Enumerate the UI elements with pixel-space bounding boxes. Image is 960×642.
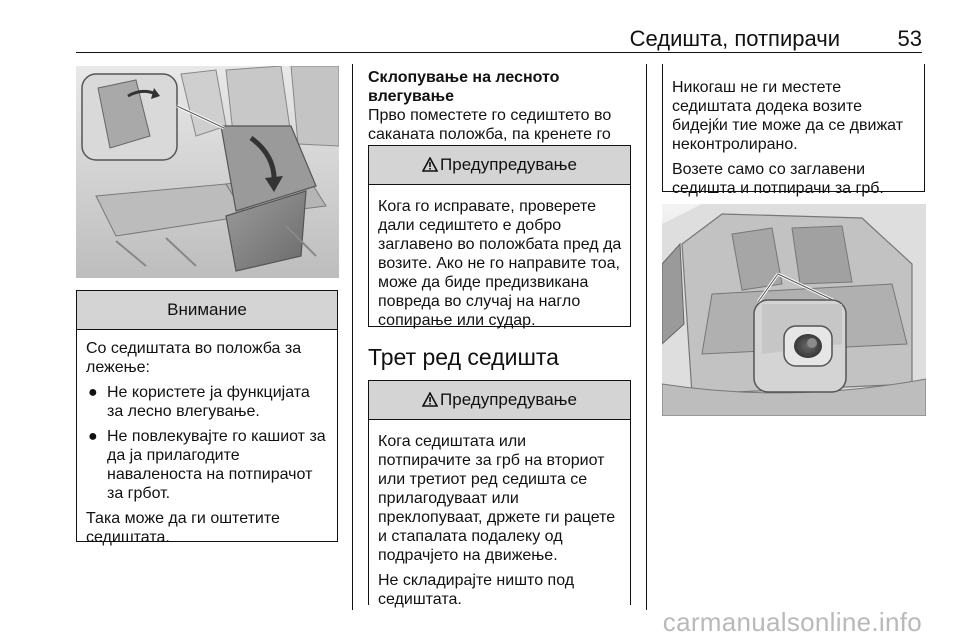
warning-2-para-1: Кога седиштата или потпирачите за грб на вториот или третиот ред седишта се прилагодуваат или преклопуваат, држете ги рацете и стапалата подалеку од подрачјето на движење.: [378, 433, 616, 564]
list-item: ● Не повлекувајте го кашиот за да ја прилагодите наваленоста на потпирачот за грбот.: [88, 428, 326, 502]
warning-heading-1: Предупредување: [369, 146, 630, 185]
warning-box-1: [368, 145, 631, 327]
easy-entry-subheading: Склопување на лесното влегување: [368, 69, 560, 105]
bullet-icon: ●: [88, 384, 98, 401]
warning-1-text: Кога го исправате, проверете дали седиштето е добро заглавено во положбата пред да возите. Ако не го направите тоа, може да биде предизвикана повреда во случај на нагло сопирање или судар.: [378, 198, 622, 329]
page-number: 53: [897, 26, 922, 51]
easy-entry-paragraph: Прво поместете го седиштето во саканата положба, па кренете го: [368, 107, 612, 143]
running-header-title: Седишта, потпирачи: [629, 26, 840, 51]
warning-cont-para-1: Никогаш не ги местете седиштата додека возите бидејќи тие може да се движат неконтролирано.: [672, 79, 904, 153]
watermark: carmanualsonline.info: [662, 607, 922, 637]
warning-triangle-icon: [422, 392, 438, 407]
notice-intro: Со седиштата во положба за лежење:: [86, 340, 302, 376]
column-divider-1: [352, 64, 353, 610]
column-divider-2: [646, 64, 647, 610]
warning-triangle-icon: [422, 157, 438, 172]
list-item: ● Не користете ја функцијата за лесно влегување.: [88, 384, 310, 420]
warning-continuation-box: [662, 64, 925, 197]
seat-easy-entry-illustration: [76, 66, 339, 278]
warning-2-para-2: Не складирајте ништо под седиштата.: [378, 572, 575, 608]
bullet-icon: ●: [88, 428, 98, 445]
notice-bullet-list: [86, 383, 329, 503]
cargo-area-illustration: [662, 204, 926, 416]
section-heading-third-row: Трет ред седишта: [368, 344, 559, 370]
warning-cont-para-2: Возете само со заглавени седишта и потпирачи за грб.: [672, 161, 884, 197]
notice-heading: Внимание: [77, 291, 337, 330]
warning-box-2: [368, 380, 631, 608]
header-rule: [76, 52, 922, 53]
warning-heading-2: Предупредување: [369, 381, 630, 420]
notice-outro: Така може да ги оштетите седиштата.: [86, 510, 280, 546]
notice-box: [76, 290, 338, 546]
